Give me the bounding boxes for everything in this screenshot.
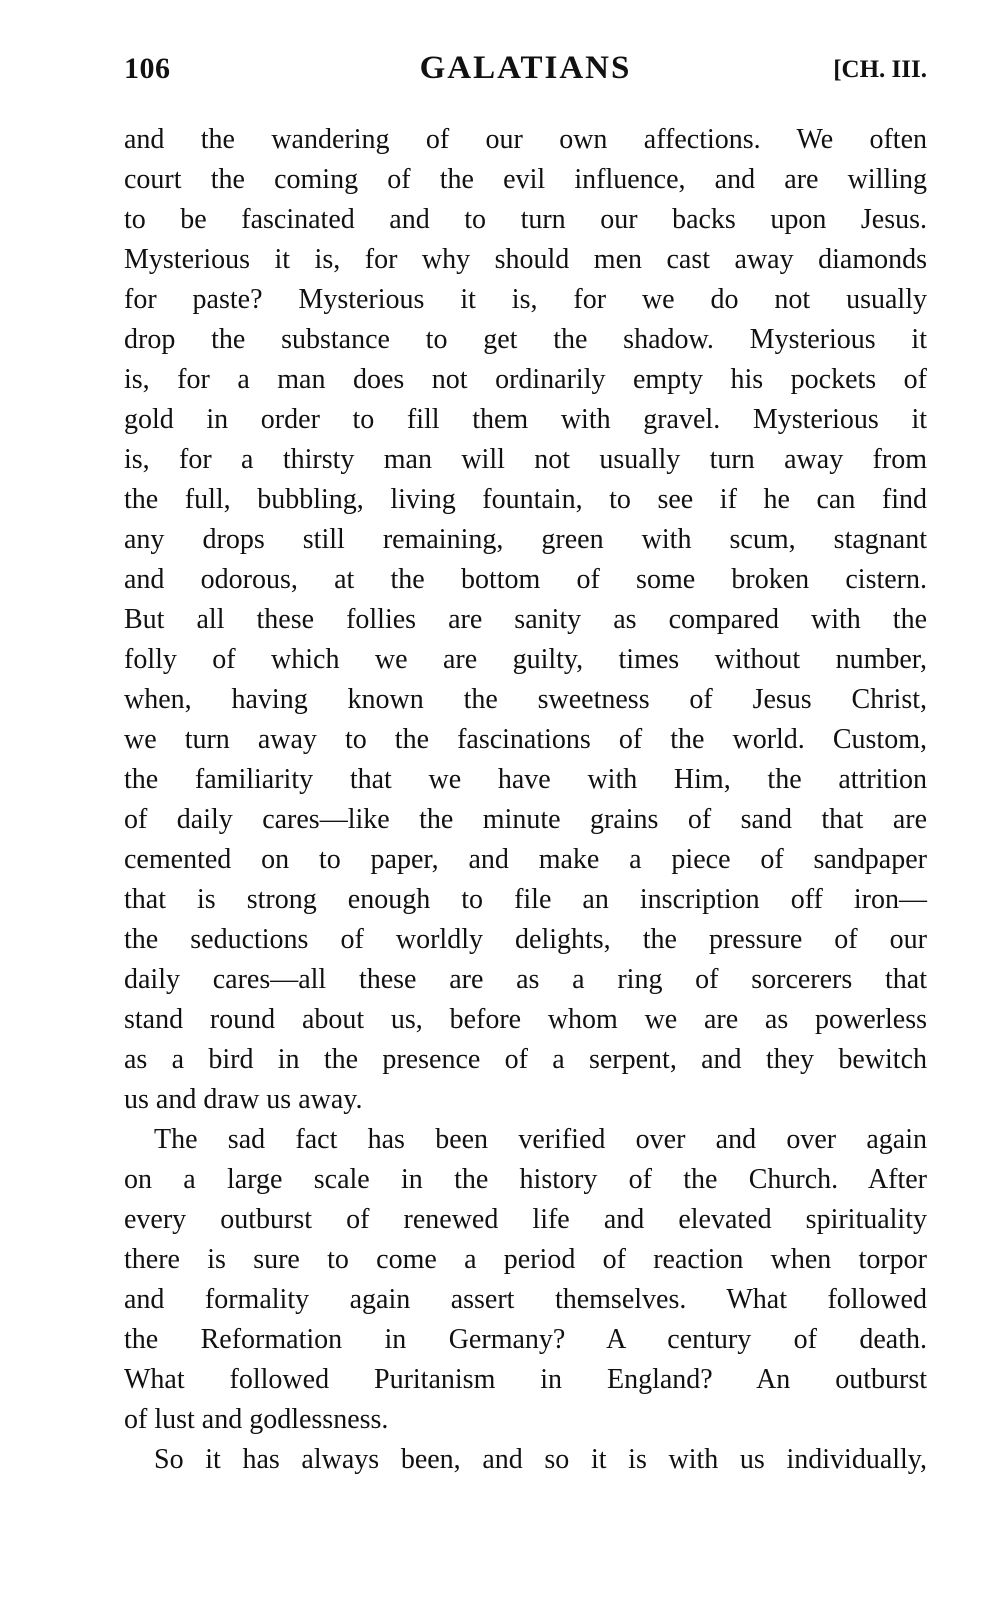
text-line: and the wandering of our own affections. We often	[124, 124, 927, 155]
body-text	[124, 120, 927, 1480]
text-line: every outburst of renewed life and elevated spirituality	[124, 1204, 927, 1235]
text-line: the seductions of worldly delights, the pressure of our	[124, 924, 927, 955]
text-line: daily cares—all these are as a ring of sorcerers that	[124, 964, 927, 995]
paragraph-end-line: us and draw us away.	[124, 1084, 363, 1115]
running-head	[124, 50, 927, 94]
text-line: the familiarity that we have with Him, the attrition	[124, 764, 927, 795]
text-line: court the coming of the evil influence, and are willing	[124, 164, 927, 195]
text-line: drop the substance to get the shadow. Mysterious it	[124, 324, 927, 355]
text-line: that is strong enough to file an inscription off iron—	[124, 884, 927, 915]
paragraph-start-line: The sad fact has been verified over and over again	[154, 1124, 927, 1155]
text-line: as a bird in the presence of a serpent, and they bewitch	[124, 1044, 927, 1075]
paragraph-start-line: So it has always been, and so it is with us individually,	[154, 1444, 927, 1475]
text-line: But all these follies are sanity as compared with the	[124, 604, 927, 635]
text-line: for paste? Mysterious it is, for we do not usually	[124, 284, 927, 315]
chapter-reference: [CH. III.	[833, 56, 927, 83]
text-line: cemented on to paper, and make a piece of sandpaper	[124, 844, 927, 875]
text-line: there is sure to come a period of reaction when torpor	[124, 1244, 927, 1275]
text-line: Mysterious it is, for why should men cast away diamonds	[124, 244, 927, 275]
text-line: stand round about us, before whom we are as powerless	[124, 1004, 927, 1035]
text-line: the full, bubbling, living fountain, to see if he can find	[124, 484, 927, 515]
text-line: What followed Puritanism in England? An outburst	[124, 1364, 927, 1395]
text-line: we turn away to the fascinations of the world. Custom,	[124, 724, 927, 755]
book-title: GALATIANS	[419, 50, 632, 86]
text-line: folly of which we are guilty, times without number,	[124, 644, 927, 675]
text-line: when, having known the sweetness of Jesus Christ,	[124, 684, 927, 715]
text-line: any drops still remaining, green with scum, stagnant	[124, 524, 927, 555]
text-line: is, for a man does not ordinarily empty his pockets of	[124, 364, 927, 395]
text-line: the Reformation in Germany? A century of death.	[124, 1324, 927, 1355]
text-line: on a large scale in the history of the Church. After	[124, 1164, 927, 1195]
text-line: to be fascinated and to turn our backs upon Jesus.	[124, 204, 927, 235]
text-line: gold in order to fill them with gravel. Mysterious it	[124, 404, 927, 435]
page-number: 106	[124, 52, 171, 85]
text-line: and odorous, at the bottom of some broken cistern.	[124, 564, 927, 595]
text-line: is, for a thirsty man will not usually turn away from	[124, 444, 927, 475]
text-line: of daily cares—like the minute grains of sand that are	[124, 804, 927, 835]
text-line: and formality again assert themselves. What followed	[124, 1284, 927, 1315]
paragraph-end-line: of lust and godlessness.	[124, 1404, 389, 1435]
